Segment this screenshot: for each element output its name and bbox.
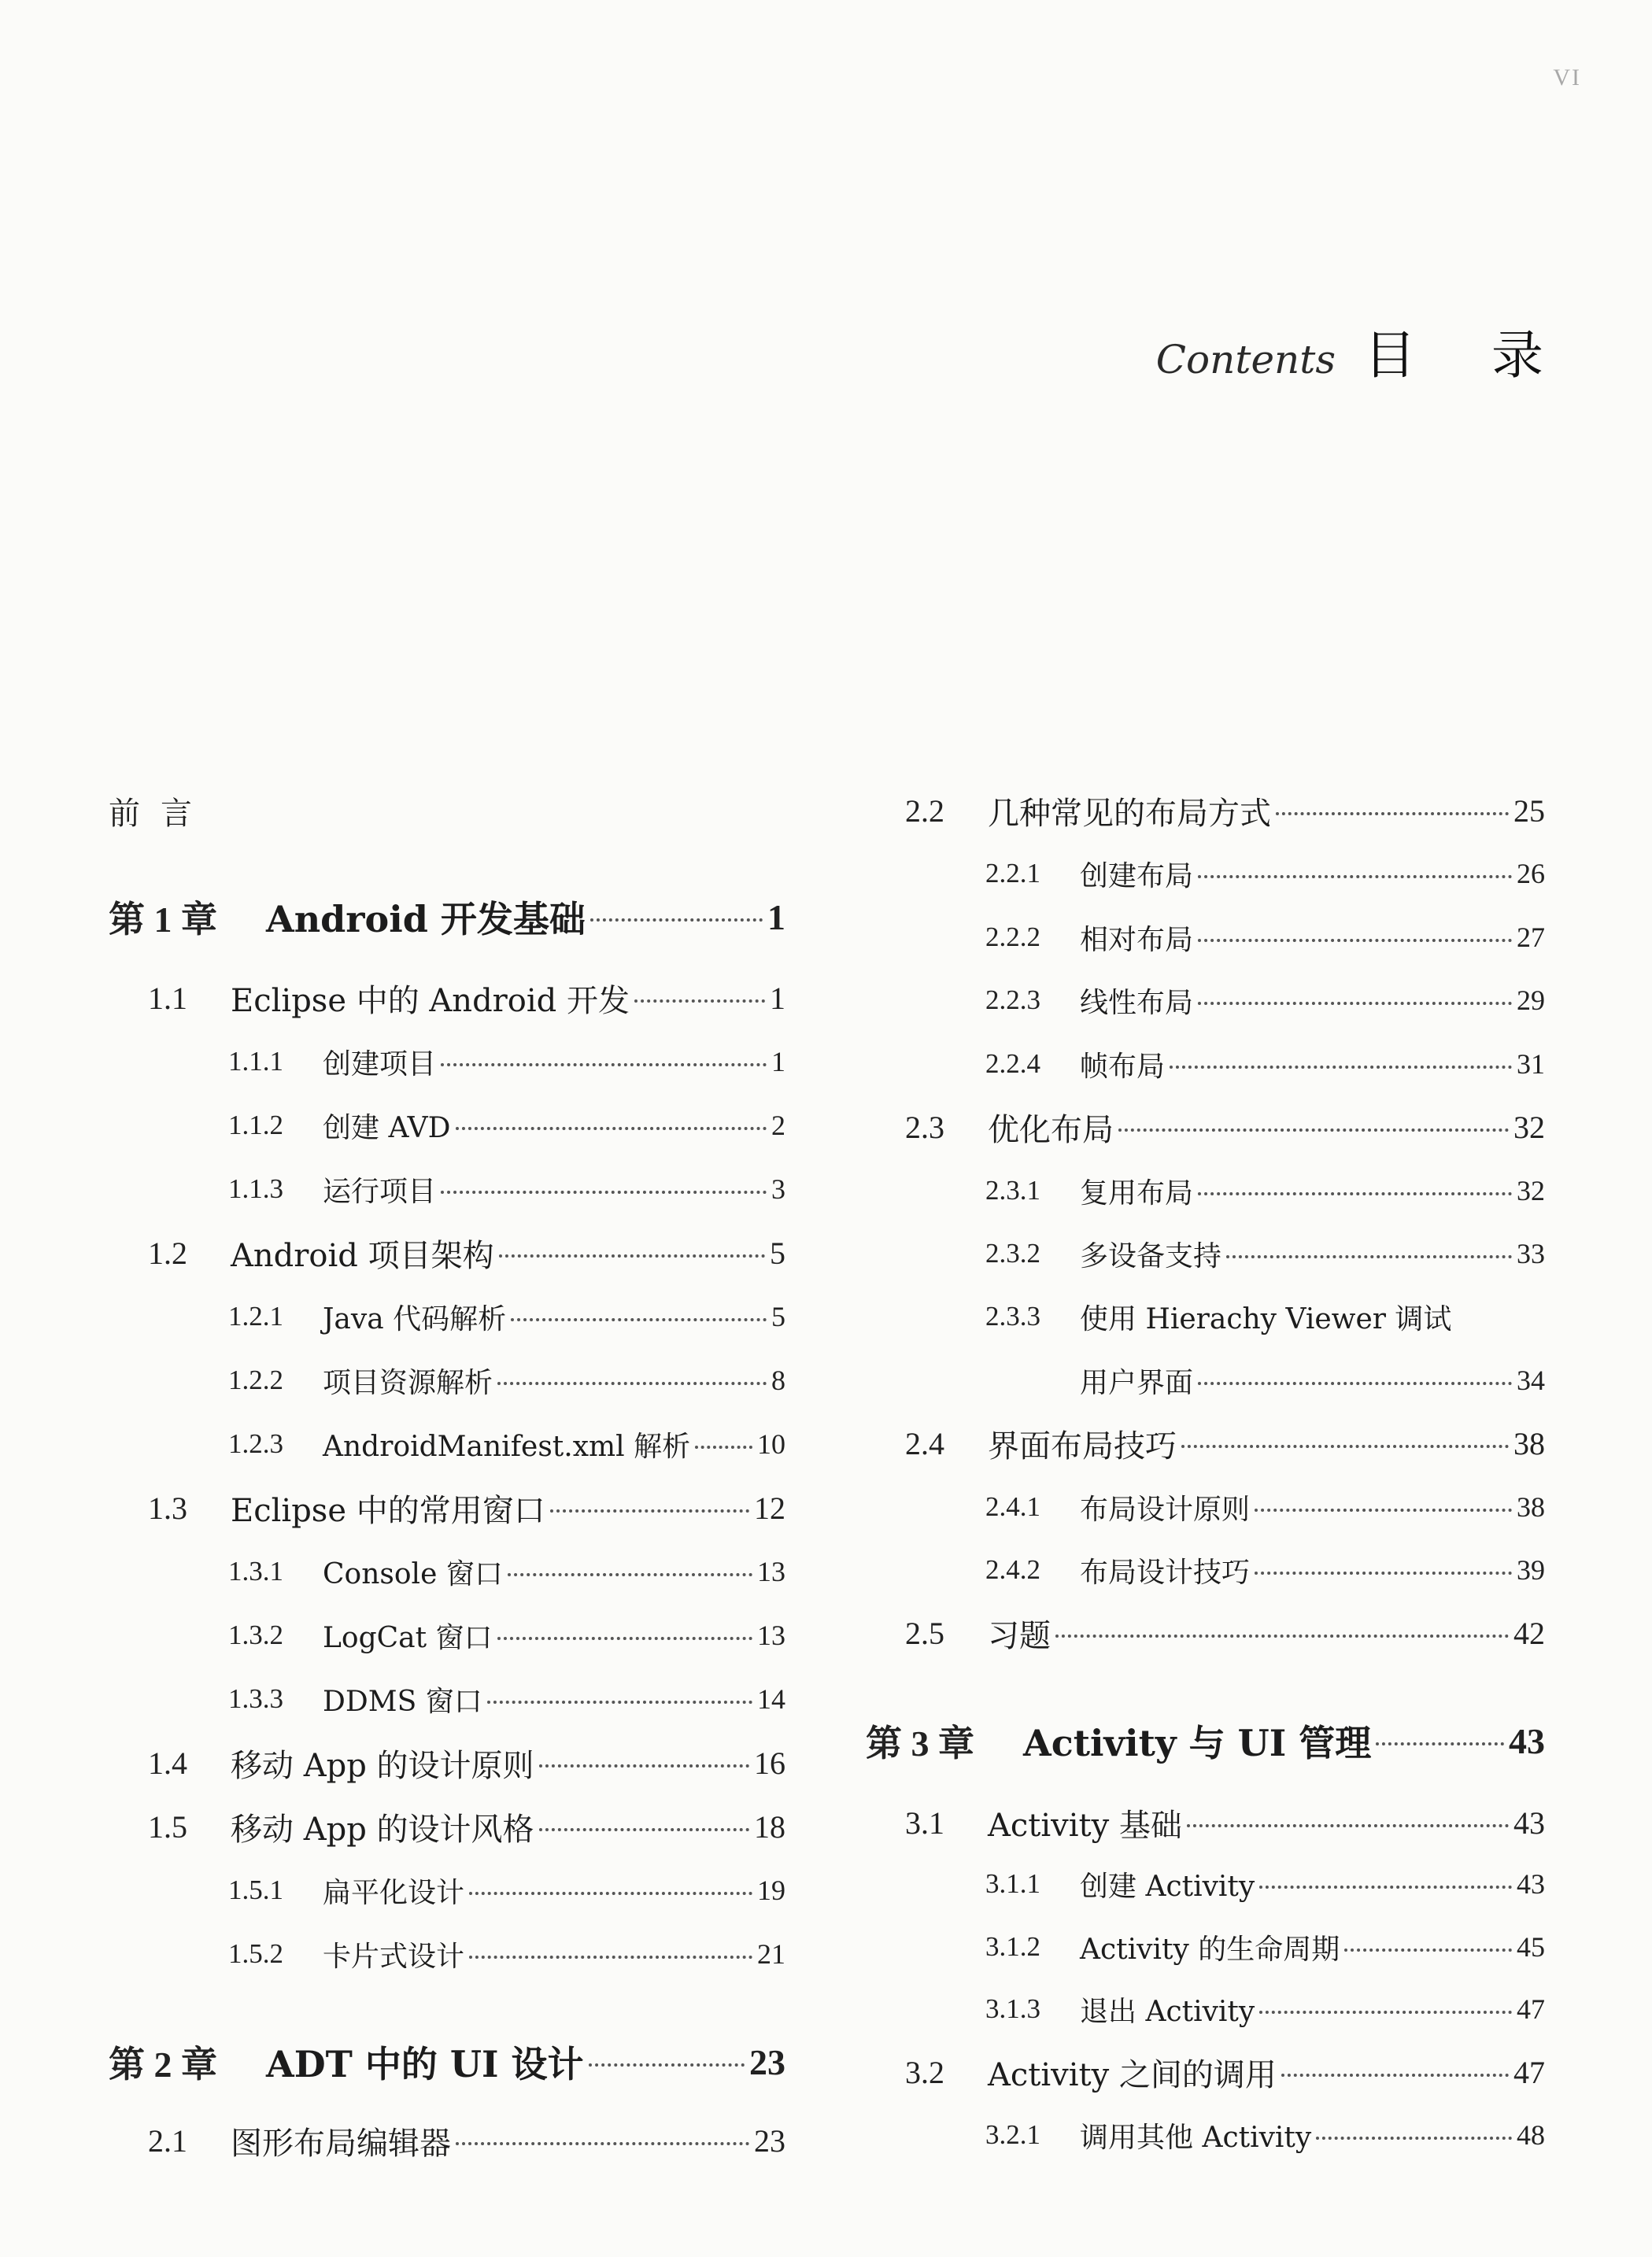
toc-entry-section xyxy=(148,1229,785,1276)
dot-leader xyxy=(1118,1128,1509,1132)
toc-entry-page: 1 xyxy=(767,896,785,937)
toc-entry-number: 1.3.1 xyxy=(228,1556,283,1587)
toc-entry-number: 2.5 xyxy=(905,1615,944,1651)
toc-title-part2: 录 xyxy=(1491,325,1543,386)
toc-entry-subsection xyxy=(985,1860,1545,1908)
dot-leader xyxy=(1376,1742,1504,1745)
toc-entry-number: 1.4 xyxy=(148,1745,187,1781)
toc-entry-subsection xyxy=(228,1165,785,1213)
toc-entry-subsection xyxy=(228,1357,785,1404)
toc-entry-number: 3.2.1 xyxy=(985,2119,1040,2150)
dot-leader xyxy=(497,1637,752,1640)
toc-entry-preface xyxy=(109,787,785,834)
toc-entry-subsection xyxy=(228,1612,785,1659)
toc-entry-title: 使用 Hierachy Viewer 调试 xyxy=(1080,1302,1452,1335)
toc-entry-page: 33 xyxy=(1517,1238,1545,1269)
dot-leader xyxy=(1259,2011,1512,2014)
toc-entry-page: 43 xyxy=(1509,1720,1545,1761)
toc-entry-page: 21 xyxy=(757,1938,785,1970)
dot-leader xyxy=(1255,1509,1512,1512)
toc-entry-section xyxy=(905,1609,1545,1657)
toc-entry-number: 1.5.2 xyxy=(228,1938,283,1969)
toc-entry-subsection xyxy=(985,1923,1545,1971)
toc-entry-page: 48 xyxy=(1517,2119,1545,2151)
toc-entry-number: 2.4.1 xyxy=(985,1491,1040,1522)
toc-entry-number: 2.4 xyxy=(905,1425,944,1461)
toc-entry-section xyxy=(905,1103,1545,1151)
toc-entry-title: LogCat 窗口 xyxy=(323,1621,493,1654)
toc-entry-page: 32 xyxy=(1517,1175,1545,1206)
toc-entry-title: Activity 与 UI 管理 xyxy=(1023,1722,1372,1764)
toc-entry-title: 卡片式设计 xyxy=(323,1940,465,1973)
toc-entry-number: 1.5.1 xyxy=(228,1875,283,1905)
toc-entry-number: 第 3 章 xyxy=(866,1723,974,1764)
dot-leader xyxy=(1255,1572,1512,1575)
toc-entry-page: 42 xyxy=(1513,1615,1545,1651)
toc-entry-title: 布局设计技巧 xyxy=(1080,1556,1251,1589)
toc-entry-title: DDMS 窗口 xyxy=(323,1685,482,1718)
toc-entry-subsection xyxy=(985,850,1545,897)
toc-entry-title: 创建 AVD xyxy=(323,1111,451,1144)
toc-entry-number: 1.1.2 xyxy=(228,1110,283,1140)
dot-leader xyxy=(539,1764,749,1768)
toc-entry-page: 45 xyxy=(1517,1931,1545,1963)
toc-entry-chapter xyxy=(109,2038,785,2085)
dot-leader xyxy=(456,2142,749,2145)
toc-entry-subsection xyxy=(985,2111,1545,2159)
dot-leader xyxy=(1170,1066,1512,1069)
toc-entry-section xyxy=(905,2048,1545,2096)
toc-entry-page: 19 xyxy=(757,1875,785,1906)
toc-entry-title: 调用其他 Activity xyxy=(1080,2121,1312,2154)
toc-entry-number: 1.1.3 xyxy=(228,1173,283,1204)
toc-entry-page: 38 xyxy=(1517,1491,1545,1523)
toc-entry-section xyxy=(148,1739,785,1786)
toc-entry-page: 23 xyxy=(754,2122,785,2159)
toc-entry-title: Java 代码解析 xyxy=(323,1302,507,1335)
toc-entry-title: 项目资源解析 xyxy=(323,1366,493,1399)
toc-entry-page: 47 xyxy=(1513,2054,1545,2090)
toc-entry-title: 多设备支持 xyxy=(1080,1239,1222,1273)
toc-entry-title: 复用布局 xyxy=(1080,1177,1194,1210)
toc-entry-subsection xyxy=(985,1230,1545,1277)
toc-entry-subsection xyxy=(228,1675,785,1723)
toc-entry-title: 布局设计原则 xyxy=(1080,1493,1251,1526)
toc-entry-number: 1.5 xyxy=(148,1808,187,1845)
toc-entry-page: 14 xyxy=(757,1683,785,1715)
toc-entry-title: AndroidManifest.xml 解析 xyxy=(323,1430,691,1463)
toc-entry-title: ADT 中的 UI 设计 xyxy=(266,2043,584,2085)
toc-entry-page: 34 xyxy=(1517,1365,1545,1396)
toc-entry-page: 43 xyxy=(1513,1804,1545,1841)
toc-entry-section xyxy=(905,1420,1545,1467)
dot-leader xyxy=(1198,1002,1512,1005)
toc-entry-page: 18 xyxy=(754,1808,785,1845)
toc-entry-number: 3.1.3 xyxy=(985,1993,1040,2024)
dot-leader xyxy=(511,1318,767,1321)
toc-entry-page: 1 xyxy=(771,1046,785,1077)
toc-entry-subsection xyxy=(985,1546,1545,1594)
toc-entry-title: Console 窗口 xyxy=(323,1557,503,1590)
toc-entry-page: 31 xyxy=(1517,1048,1545,1080)
toc-entry-page: 29 xyxy=(1517,984,1545,1016)
dot-leader xyxy=(1281,2074,1509,2077)
toc-entry-title: 创建项目 xyxy=(323,1047,437,1080)
toc-entry-number: 2.2.2 xyxy=(985,922,1040,952)
toc-entry-number: 1.3.2 xyxy=(228,1620,283,1650)
dot-leader xyxy=(441,1191,767,1194)
toc-entry-chapter xyxy=(866,1717,1545,1764)
toc-entry-subsection xyxy=(228,1293,785,1340)
toc-entry-number: 3.1.1 xyxy=(985,1868,1040,1899)
toc-entry-page: 26 xyxy=(1517,858,1545,889)
toc-entry-subsection xyxy=(985,914,1545,961)
dot-leader xyxy=(1198,939,1512,942)
toc-entry-title: 创建 Activity xyxy=(1080,1870,1255,1903)
toc-entry-number: 2.3 xyxy=(905,1109,944,1145)
toc-entry-number: 3.2 xyxy=(905,2054,944,2090)
dot-leader xyxy=(589,2063,745,2067)
toc-entry-number: 1.1 xyxy=(148,980,187,1016)
toc-entry-subsection xyxy=(985,1483,1545,1531)
toc-entry-subsection xyxy=(228,1930,785,1978)
dot-leader xyxy=(487,1701,752,1704)
toc-entry-page: 47 xyxy=(1517,1993,1545,2025)
toc-entry-page: 13 xyxy=(757,1556,785,1587)
toc-entry-section xyxy=(148,1484,785,1531)
dot-leader xyxy=(539,1828,749,1831)
toc-entry-title: 移动 App 的设计原则 xyxy=(231,1747,534,1784)
toc-entry-number: 1.2.2 xyxy=(228,1365,283,1395)
toc-entry-subsection xyxy=(228,1102,785,1149)
dot-leader xyxy=(1316,2137,1512,2140)
dot-leader xyxy=(1226,1255,1512,1258)
toc-entry-subsection xyxy=(985,1167,1545,1214)
toc-entry-number: 1.3.3 xyxy=(228,1683,283,1714)
contents-word: Contents xyxy=(1155,337,1336,382)
toc-entry-number: 2.2.3 xyxy=(985,984,1040,1015)
toc-entry-title: 前言 xyxy=(109,795,213,832)
toc-entry-title: 帧布局 xyxy=(1080,1050,1166,1083)
toc-entry-number: 1.2 xyxy=(148,1235,187,1271)
toc-entry-chapter xyxy=(109,893,785,940)
toc-entry-subsection xyxy=(985,1357,1545,1404)
dot-leader xyxy=(469,1956,752,1959)
toc-entry-page: 2 xyxy=(771,1110,785,1141)
toc-entry-title: 扁平化设计 xyxy=(323,1876,465,1909)
toc-entry-subsection xyxy=(228,1867,785,1914)
dot-leader xyxy=(1344,1949,1512,1952)
toc-entry-page: 32 xyxy=(1513,1109,1545,1145)
toc-entry-page: 5 xyxy=(770,1235,785,1271)
dot-leader xyxy=(1259,1886,1512,1889)
page-number: VI xyxy=(1553,65,1581,91)
toc-entry-page: 27 xyxy=(1517,922,1545,953)
toc-entry-page: 1 xyxy=(770,980,785,1016)
dot-leader xyxy=(508,1573,752,1576)
toc-entry-title: Eclipse 中的 Android 开发 xyxy=(231,982,630,1019)
toc-entry-page: 5 xyxy=(771,1301,785,1332)
dot-leader xyxy=(456,1127,767,1130)
toc-entry-title: Android 项目架构 xyxy=(231,1237,494,1274)
toc-entry-number: 1.3 xyxy=(148,1490,187,1526)
toc-entry-title: 优化布局 xyxy=(988,1111,1114,1148)
toc-entry-number: 1.2.3 xyxy=(228,1428,283,1459)
toc-entry-title: Activity 的生命周期 xyxy=(1080,1933,1340,1966)
toc-entry-page: 38 xyxy=(1513,1425,1545,1461)
toc-entry-title: 相对布局 xyxy=(1080,923,1194,956)
toc-entry-number: 3.1 xyxy=(905,1804,944,1841)
toc-entry-section xyxy=(148,2117,785,2164)
toc-entry-title: 创建布局 xyxy=(1080,859,1194,892)
toc-entry-number: 2.3.1 xyxy=(985,1175,1040,1206)
toc-entry-page: 3 xyxy=(771,1173,785,1205)
dot-leader xyxy=(590,918,763,922)
toc-entry-number: 第 2 章 xyxy=(109,2045,217,2085)
toc-entry-title: 图形布局编辑器 xyxy=(231,2125,451,2162)
toc-entry-page: 8 xyxy=(771,1365,785,1396)
toc-entry-title: 几种常见的布局方式 xyxy=(988,795,1271,832)
toc-entry-page: 16 xyxy=(754,1745,785,1781)
toc-entry-number: 2.3.3 xyxy=(985,1301,1040,1332)
toc-entry-title: 界面布局技巧 xyxy=(988,1428,1177,1465)
toc-entry-subsection xyxy=(985,1985,1545,2033)
dot-leader xyxy=(550,1509,749,1513)
toc-entry-subsection xyxy=(228,1420,785,1468)
toc-entry-number: 2.4.2 xyxy=(985,1554,1040,1585)
toc-entry-subsection xyxy=(985,1293,1545,1340)
toc-entry-page: 12 xyxy=(754,1490,785,1526)
toc-entry-page: 39 xyxy=(1517,1554,1545,1586)
dot-leader xyxy=(1276,812,1509,815)
dot-leader xyxy=(1198,1382,1512,1385)
toc-entry-subsection xyxy=(985,1040,1545,1088)
toc-entry-number: 3.1.2 xyxy=(985,1931,1040,1962)
dot-leader xyxy=(1198,1192,1512,1195)
toc-entry-number: 2.2.1 xyxy=(985,858,1040,888)
dot-leader xyxy=(499,1254,765,1258)
toc-entry-subsection xyxy=(228,1038,785,1085)
toc-entry-page: 43 xyxy=(1517,1868,1545,1900)
toc-entry-subsection xyxy=(985,977,1545,1024)
toc-entry-number: 1.2.1 xyxy=(228,1301,283,1332)
toc-entry-section xyxy=(148,1803,785,1850)
toc-entry-title: Activity 基础 xyxy=(988,1807,1182,1844)
dot-leader xyxy=(1187,1824,1509,1827)
dot-leader xyxy=(497,1382,767,1385)
toc-entry-number: 2.2.4 xyxy=(985,1048,1040,1079)
toc-entry-title: 用户界面 xyxy=(1080,1366,1194,1399)
toc-entry-page: 10 xyxy=(757,1428,785,1460)
dot-leader xyxy=(1055,1635,1509,1638)
toc-entry-page: 25 xyxy=(1513,792,1545,829)
toc-entry-page: 23 xyxy=(749,2041,785,2082)
toc-entry-section xyxy=(905,787,1545,834)
toc-entry-number: 1.1.1 xyxy=(228,1046,283,1077)
dot-leader xyxy=(634,999,765,1003)
dot-leader xyxy=(441,1063,767,1066)
toc-entry-title: 退出 Activity xyxy=(1080,1995,1255,2028)
toc-entry-number: 2.3.2 xyxy=(985,1238,1040,1269)
dot-leader xyxy=(469,1892,752,1895)
toc-entry-section xyxy=(905,1799,1545,1846)
toc-entry-number: 2.1 xyxy=(148,2122,187,2159)
toc-header xyxy=(1156,313,1543,388)
dot-leader xyxy=(1198,875,1512,878)
toc-entry-title: Android 开发基础 xyxy=(266,898,586,940)
toc-entry-title: 运行项目 xyxy=(323,1175,437,1208)
dot-leader xyxy=(1181,1445,1509,1448)
toc-entry-page: 13 xyxy=(757,1620,785,1651)
toc-entry-number: 2.2 xyxy=(905,792,944,829)
dot-leader xyxy=(695,1446,752,1449)
toc-entry-title: Eclipse 中的常用窗口 xyxy=(231,1492,545,1529)
toc-entry-number: 第 1 章 xyxy=(109,899,217,940)
toc-entry-title: 移动 App 的设计风格 xyxy=(231,1811,534,1848)
toc-entry-section xyxy=(148,974,785,1021)
toc-entry-title: 习题 xyxy=(988,1617,1051,1654)
toc-title-part1: 目 xyxy=(1364,325,1416,386)
toc-entry-title: Activity 之间的调用 xyxy=(988,2056,1277,2093)
toc-entry-title: 线性布局 xyxy=(1080,986,1194,1019)
toc-entry-subsection xyxy=(228,1548,785,1595)
